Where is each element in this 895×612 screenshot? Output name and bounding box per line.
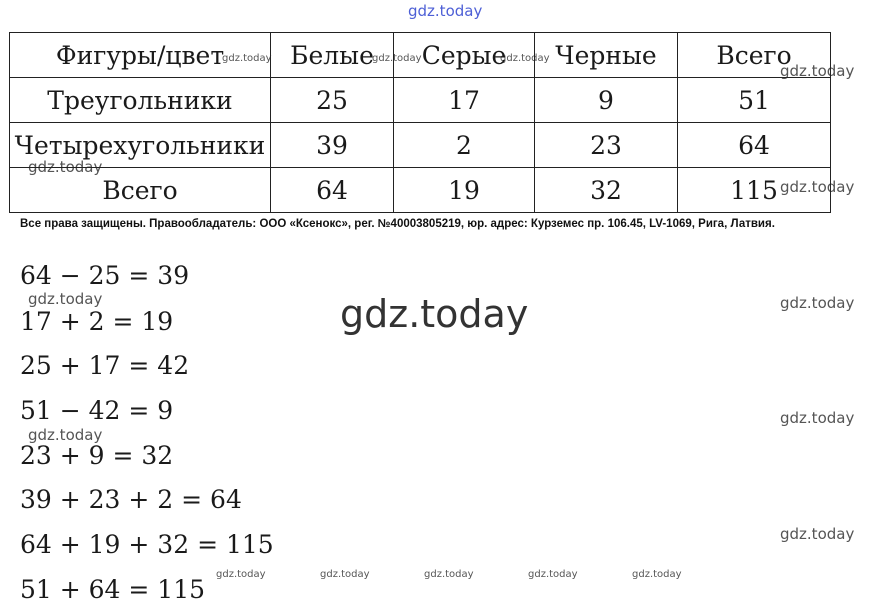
watermark: gdz.today xyxy=(216,569,266,580)
row-label: Всего xyxy=(10,168,271,213)
table-cell: 115 xyxy=(678,168,831,213)
header-cell: Черные xyxy=(535,33,678,78)
table-cell: 23 xyxy=(535,123,678,168)
table-cell: 51 xyxy=(678,78,831,123)
watermark: gdz.today xyxy=(28,426,103,444)
equation: 51 + 64 = 115 xyxy=(20,575,206,604)
watermark: gdz.today xyxy=(424,569,474,580)
watermark: gdz.today xyxy=(28,290,103,308)
watermark: gdz.today xyxy=(780,62,855,80)
table-header-row xyxy=(10,33,831,78)
header-cell: Фигуры/цвет xyxy=(10,33,271,78)
watermark: gdz.today xyxy=(780,294,855,312)
watermark: gdz.today xyxy=(28,158,103,176)
watermark: gdz.today xyxy=(372,53,422,64)
header-cell: Всего xyxy=(678,33,831,78)
equation: 17 + 2 = 19 xyxy=(20,307,174,336)
table-cell: 2 xyxy=(394,123,535,168)
shapes-color-table xyxy=(9,32,831,213)
table-row xyxy=(10,168,831,213)
equation: 23 + 9 = 32 xyxy=(20,441,174,470)
table-cell: 17 xyxy=(394,78,535,123)
copyright-notice: Все права защищены. Правообладатель: ООО «Ксенокс», рег. №40003805219, юр. адрес: Курземес пр. 106.45, LV-1069, Рига, Латвия. xyxy=(20,218,775,230)
table-row xyxy=(10,123,831,168)
table-cell: 39 xyxy=(271,123,394,168)
equation: 39 + 23 + 2 = 64 xyxy=(20,485,242,514)
header-cell: Белые xyxy=(271,33,394,78)
watermark: gdz.today xyxy=(780,409,855,427)
row-label: Треугольники xyxy=(10,78,271,123)
equation: 51 − 42 = 9 xyxy=(20,396,174,425)
watermark: gdz.today xyxy=(780,525,855,543)
watermark-top: gdz.today xyxy=(408,2,483,20)
watermark: gdz.today xyxy=(632,569,682,580)
table-cell: 9 xyxy=(535,78,678,123)
watermark: gdz.today xyxy=(320,569,370,580)
watermark: gdz.today xyxy=(222,53,272,64)
table-cell: 64 xyxy=(678,123,831,168)
table-cell: 32 xyxy=(535,168,678,213)
row-label: Четырехугольники xyxy=(10,123,271,168)
table-cell: 25 xyxy=(271,78,394,123)
table-cell: 64 xyxy=(271,168,394,213)
equation: 64 − 25 = 39 xyxy=(20,261,190,290)
table-cell: 19 xyxy=(394,168,535,213)
header-cell: Серые xyxy=(394,33,535,78)
table-row xyxy=(10,78,831,123)
equation: 64 + 19 + 32 = 115 xyxy=(20,530,274,559)
watermark: gdz.today xyxy=(528,569,578,580)
watermark-center: gdz.today xyxy=(340,292,529,336)
watermark: gdz.today xyxy=(500,53,550,64)
equation: 25 + 17 = 42 xyxy=(20,351,190,380)
watermark: gdz.today xyxy=(780,178,855,196)
